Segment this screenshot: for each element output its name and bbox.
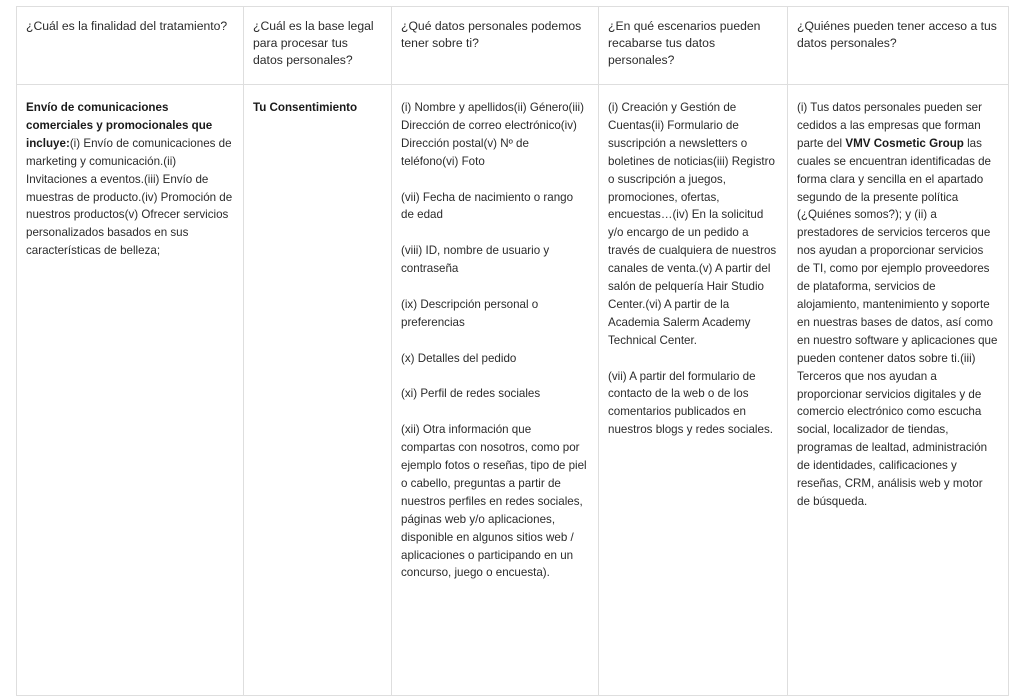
data-item: (vii) Fecha de nacimiento o rango de edad (401, 190, 574, 222)
privacy-table (16, 6, 1009, 696)
access-brand-name: VMV Cosmetic Group (845, 136, 964, 150)
purpose-body: (i) Envío de comunicaciones de marketing y comunicación.(ii) Invitaciones a eventos.(iii) Envío de muestras de producto.(iv) Promoción de nuestros productos(v) Ofrecer servicios personalizados basados en sus características de belleza; (26, 136, 233, 258)
header-personal-data: ¿Qué datos personales podemos tener sobre ti? (392, 7, 599, 85)
scenario-item: (i) Creación y Gestión de Cuentas(ii) Formulario de suscripción a newsletters o boletines de noticias(iii) Registro o suscripción a juegos, promociones, ofertas, encuestas…(iv) En la solicitud y/o encargo de un pedido a través de cualquiera de nuestros canales de venta.(v) A partir del salón de pelquería Hair Studio Center.(vi) A partir de la Academia Salerm Academy Technical Center. (608, 101, 777, 347)
privacy-table-container (16, 6, 1008, 696)
scenario-item: (vii) A partir del formulario de contacto de la web o de los comentarios publicados en nuestros blogs y redes sociales. (608, 369, 773, 437)
cell-legal-basis (244, 85, 392, 696)
access-text-part2: las cuales se encuentran identificadas de forma clara y sencilla en el apartado segundo de la presente política (¿Quiénes somos?); y (ii) a prestadores de servicios terceros que nos ayudan a proporcionar servicios de TI, como por ejemplo proveedores de plataforma, servicios de alojamiento, mantenimiento y soporte en nuestras bases de datos, así como en nuestro software y aplicaciones que pueden contener datos sobre ti.(iii) Terceros que nos ayudan a proporcionar servicios digitales y de comercio electrónico como escucha social, localizador de tiendas, programas de lealtad, administración de identidades, calificaciones y reseñas, CRM, análisis web y motor de búsqueda. (797, 136, 998, 508)
data-item: (x) Detalles del pedido (401, 351, 517, 365)
cell-scenarios (599, 85, 788, 696)
table-header-row (17, 7, 1009, 85)
header-scenarios: ¿En qué escenarios pueden recabarse tus datos personales? (599, 7, 788, 85)
cell-purpose (17, 85, 244, 696)
table-row (17, 85, 1009, 696)
data-item: (ix) Descripción personal o preferencias (401, 297, 539, 329)
cell-personal-data (392, 85, 599, 696)
legal-basis-text: Tu Consentimiento (253, 101, 358, 114)
header-purpose: ¿Cuál es la finalidad del tratamiento? (17, 7, 244, 85)
data-item: (viii) ID, nombre de usuario y contraseña (401, 244, 550, 276)
header-access: ¿Quiénes pueden tener acceso a tus datos personales? (788, 7, 1009, 85)
data-item: (xii) Otra información que compartas con nosotros, como por ejemplo fotos o reseñas, tipo de piel o cabello, preguntas a partir de nuestros perfiles en redes sociales, páginas web y/o aplicaciones, disponible en algunos sitios web / aplicaciones o participando en un concurso, juego o encuesta). (401, 423, 587, 580)
access-text-part1: (i) Tus datos personales pueden ser cedidos a las empresas que forman parte del (797, 101, 982, 150)
header-legal-basis: ¿Cuál es la base legal para procesar tus datos personales? (244, 7, 392, 85)
purpose-lead: Envío de comunicaciones comerciales y promocionales que incluye: (26, 101, 213, 150)
data-item: (xi) Perfil de redes sociales (401, 387, 541, 401)
cell-access (788, 85, 1009, 696)
data-item: (i) Nombre y apellidos(ii) Género(iii) Dirección de correo electrónico(iv) Dirección postal(v) Nº de teléfono(vi) Foto (401, 101, 584, 168)
